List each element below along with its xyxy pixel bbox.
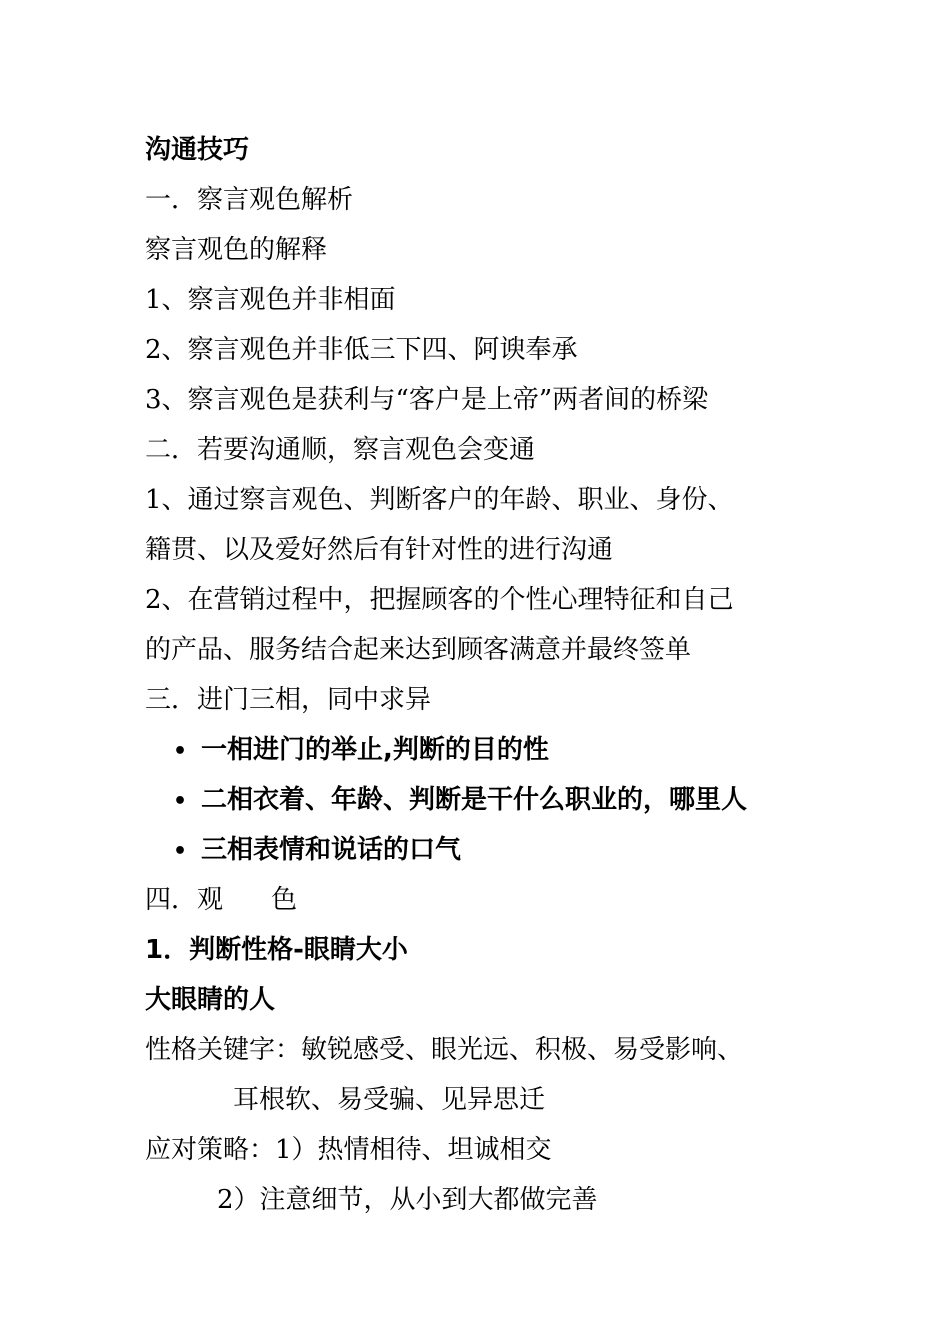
strategy-line-2: 2）注意细节，从小到大都做完善 — [217, 1185, 598, 1215]
bullet-icon: • — [173, 839, 188, 864]
section-2-item-2-line-2: 的产品、服务结合起来达到顾客满意并最终签单 — [145, 635, 692, 665]
document-body — [145, 125, 825, 1225]
bullet-text: 三相表情和说话的口气 — [201, 835, 462, 865]
keywords-line-2: 耳根软、易受骗、见异思迁 — [233, 1085, 546, 1115]
section-2-item-1-line-2: 籍贯、以及爱好然后有针对性的进行沟通 — [145, 535, 614, 565]
section-4-subheading-1: 1．判断性格-眼睛大小 — [145, 935, 408, 965]
section-4-sub-title: 大眼睛的人 — [145, 985, 276, 1015]
bullet-item-3 — [145, 825, 825, 875]
section-1-item-3: 3、察言观色是获利与“客户是上帝”两者间的桥梁 — [145, 385, 709, 415]
document-title: 沟通技巧 — [145, 135, 250, 165]
section-1-heading: 一．察言观色解析 — [145, 185, 354, 215]
section-1-item-2: 2、察言观色并非低三下四、阿谀奉承 — [145, 335, 578, 365]
section-2-heading: 二．若要沟通顺，察言观色会变通 — [145, 435, 536, 465]
section-4-heading-suffix: 色 — [271, 885, 298, 915]
bullet-text: 一相进门的举止,判断的目的性 — [201, 735, 549, 765]
section-1-subheading: 察言观色的解释 — [145, 235, 328, 265]
bullet-item-2 — [145, 775, 825, 825]
section-4-heading — [145, 875, 825, 925]
section-3-heading: 三．进门三相，同中求异 — [145, 685, 432, 715]
bullet-text: 二相衣着、年龄、判断是干什么职业的，哪里人 — [201, 785, 748, 815]
bullet-item-1 — [145, 725, 825, 775]
section-4-heading-prefix: 四．观 — [145, 885, 224, 915]
keywords-line-1: 性格关键字：敏锐感受、眼光远、积极、易受影响、 — [145, 1035, 744, 1065]
section-2-item-2-line-1: 2、在营销过程中，把握顾客的个性心理特征和自己 — [145, 585, 734, 615]
section-1-item-1: 1、察言观色并非相面 — [145, 285, 396, 315]
bullet-icon: • — [173, 739, 188, 764]
strategy-line-1: 应对策略：1）热情相待、坦诚相交 — [145, 1135, 552, 1165]
bullet-icon: • — [173, 789, 188, 814]
section-2-item-1-line-1: 1、通过察言观色、判断客户的年龄、职业、身份、 — [145, 485, 734, 515]
